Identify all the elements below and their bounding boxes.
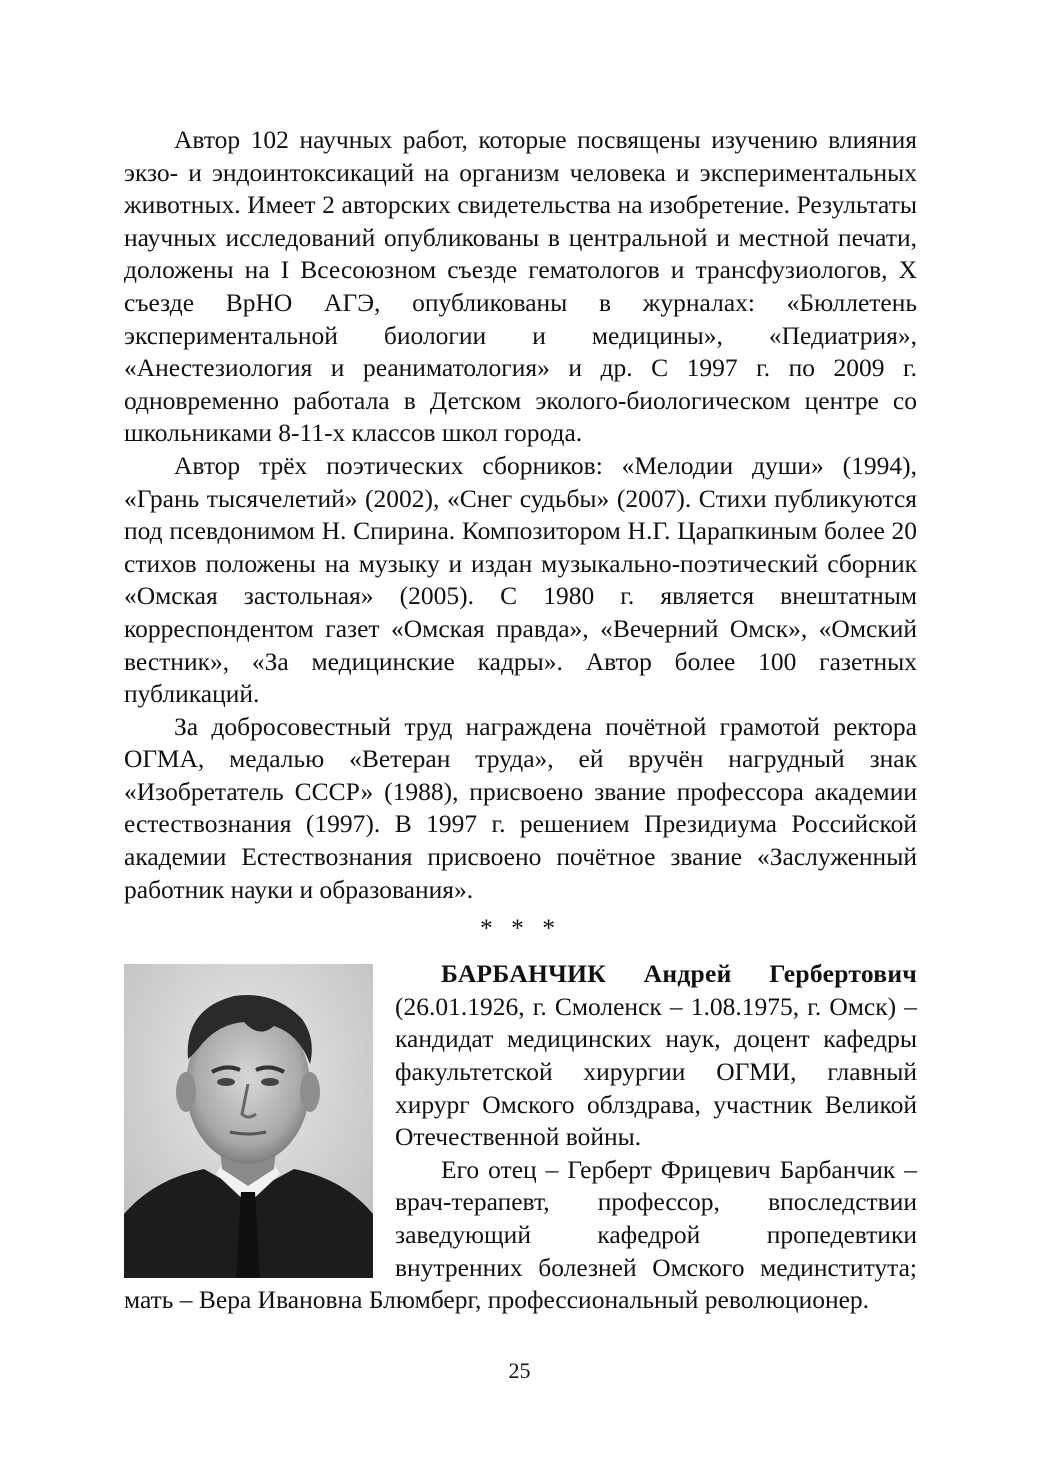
biography-family: Его отец – Герберт Фрицевич Барбанчик – врач-терапевт, профессор, впоследствии заведующий кафедрой пропедевтики внутренних болезней Омского мединститута; мать – Вера Ивановна Блюмберг, профессиональный революционер.	[124, 1154, 917, 1315]
page-number: 25	[508, 1358, 531, 1383]
paragraph-research: Автор 102 научных работ, которые посвящены изучению влияния экзо- и эндоинтоксикаций на организм человека и экспериментальных животных. Имеет 2 авторских свидетельства на изобретение. Результаты научных исследований опубликованы в центральной и местной печати, доложены на I Всесоюзном съезде гематологов и трансфузиологов, Х съезде ВрНО АГЭ, опубликованы в журналах: «Бюллетень экспериментальной биологии и медицины», «Педиатрия», «Анестезиология и реаниматология» и др. С 1997 г. по 2009 г. одновременно работала в Детском эколого-биологическом центре со школьниками 8-11-х классов школ города.	[124, 125, 917, 448]
person-name: БАРБАНЧИК Андрей Гербертович	[441, 959, 917, 989]
biography-entry	[124, 958, 917, 1317]
page-body	[124, 124, 917, 1317]
portrait-photo	[124, 964, 373, 1278]
biography-summary: (26.01.1926, г. Смоленск – 1.08.1975, г. Омск) – кандидат медицинских наук, доцент кафедры факультетской хирургии ОГМИ, главный хирург Омского облздрава, участник Великой Отечественной войны.	[395, 991, 917, 1152]
paragraph-awards: За добросовестный труд награждена почётной грамотой ректора ОГМА, медалью «Ветеран труда», ей вручён нагрудный знак «Изобретатель СССР» (1988), присвоено звание профессора академии естествознания (1997). В 1997 г. решением Президиума Российской академии Естествознания присвоено почётное звание «Заслуженный работник науки и образования».	[124, 711, 917, 904]
paragraph-poetry: Автор трёх поэтических сборников: «Мелодии души» (1994), «Грань тысячелетий» (2002), «Снег судьбы» (2007). Стихи публикуются под псевдонимом Н. Спирина. Композитором Н.Г. Царапкиным более 20 стихов положены на музыку и издан музыкально-поэтический сборник «Омская застольная» (2005). С 1980 г. является внештатным корреспондентом газет «Омская правда», «Вечерний Омск», «Омский вестник», «За медицинские кадры». Автор более 100 газетных публикаций.	[124, 450, 917, 709]
section-separator: * * *	[480, 913, 561, 943]
